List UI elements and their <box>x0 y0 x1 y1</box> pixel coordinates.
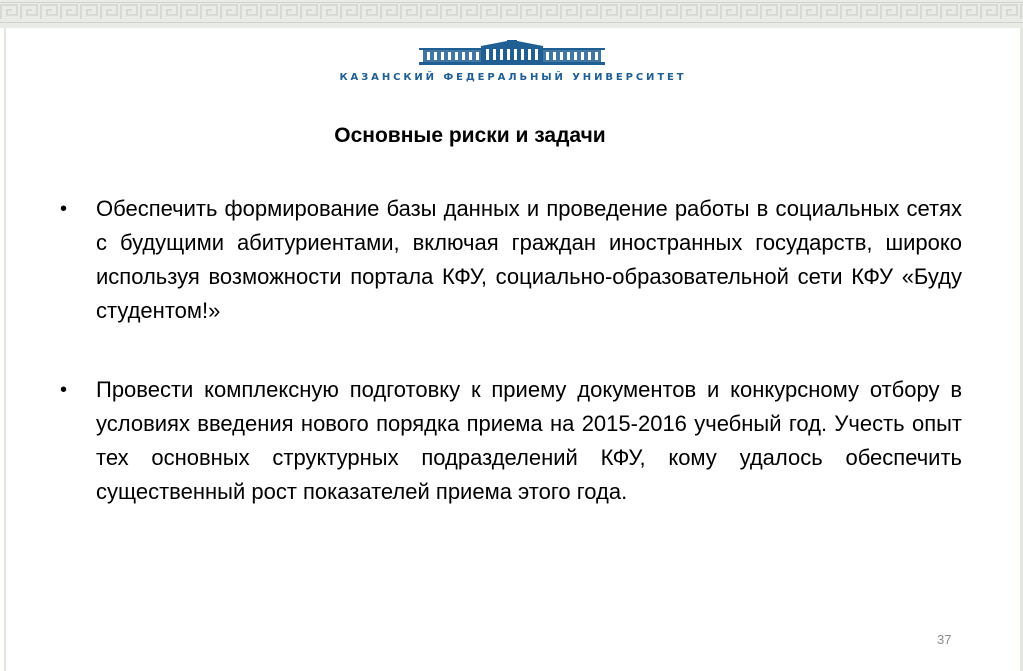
bullet-item-database <box>60 192 962 328</box>
bullet-text: Провести комплексную подготовку к приему документов и конкурсному отбору в условиях введения нового порядка приема на 2015-2016 учебный год. Учесть опыт тех основных структурных подразделений КФУ, кому удалось обеспечить существенный рост показателей приема этого года. <box>96 377 962 504</box>
bullet-text: Обеспечить формирование базы данных и проведение работы в социальных сетях с будущими абитуриентами, включая граждан иностранных государств, широко используя возможности портала КФУ, социально-образовательной сети КФУ «Буду студентом!» <box>96 196 962 323</box>
bullet-list <box>60 192 962 509</box>
bullet-marker: • <box>60 198 68 220</box>
slide-title: Основные риски и задачи <box>334 124 606 147</box>
bullet-marker: • <box>60 379 68 401</box>
greek-key-pattern-icon <box>0 0 1023 28</box>
greek-key-border <box>0 0 1023 28</box>
university-building-icon <box>419 40 605 73</box>
university-name: КАЗАНСКИЙ ФЕДЕРАЛЬНЫЙ УНИВЕРСИТЕТ <box>339 72 687 83</box>
bullet-item-admission-prep <box>60 373 962 509</box>
page-number: 37 <box>937 632 952 647</box>
